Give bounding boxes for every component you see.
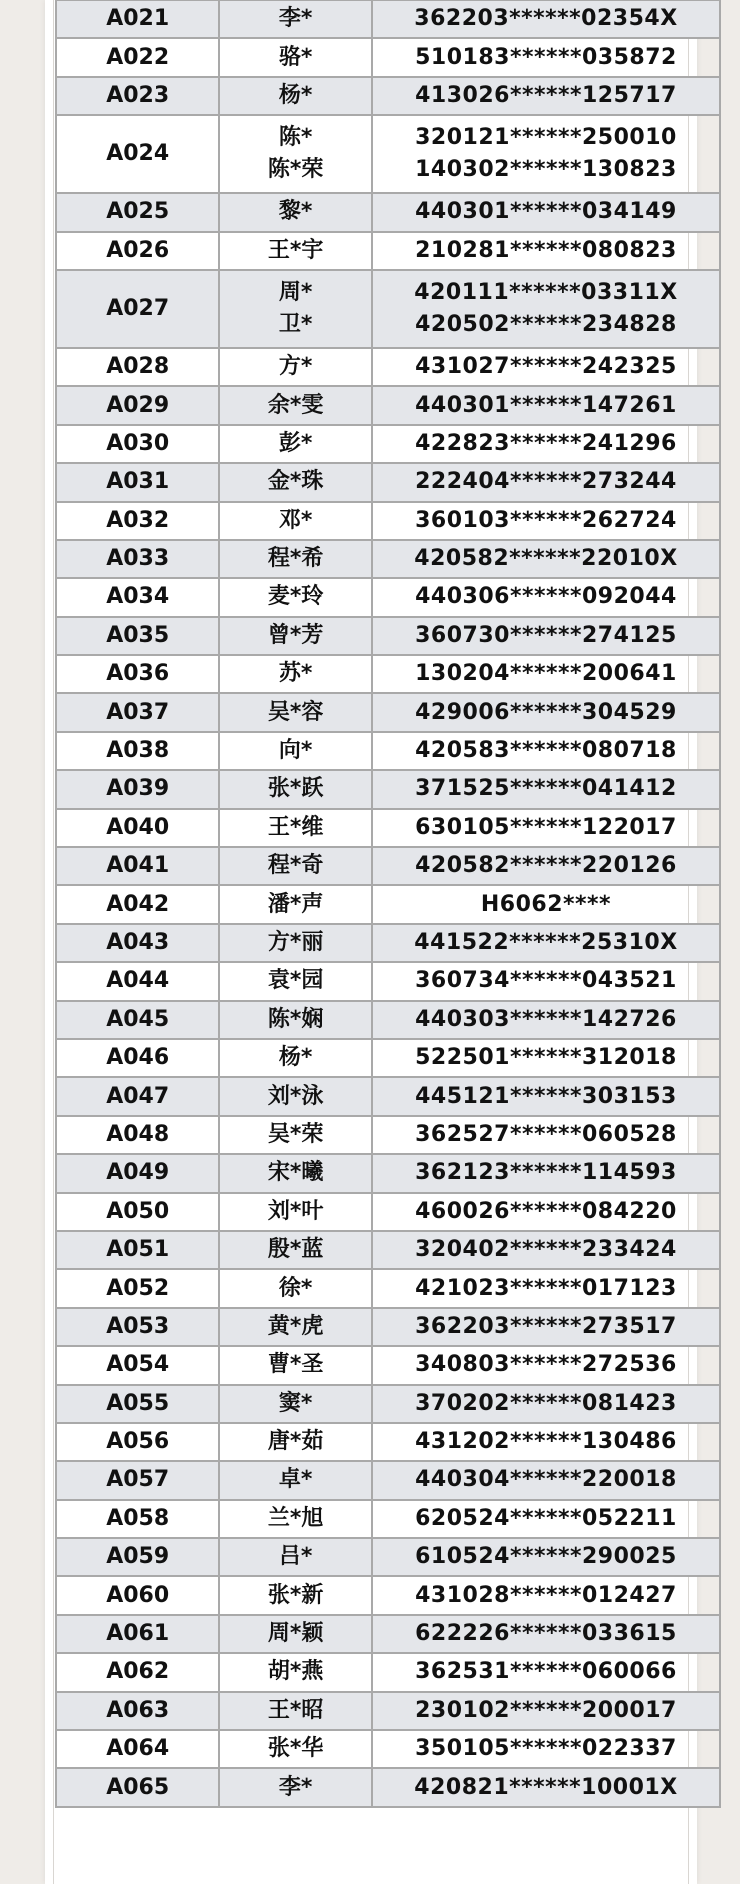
- name-cell: [219, 1385, 372, 1423]
- table-row: [56, 1653, 720, 1691]
- id-number-cell: [372, 962, 720, 1000]
- name-text: 陈*: [278, 125, 313, 151]
- name-cell: [219, 847, 372, 885]
- name-cell: [219, 1001, 372, 1039]
- table-row: [56, 1538, 720, 1576]
- name-cell: [219, 115, 372, 193]
- table-row: [56, 1116, 720, 1154]
- row-code-cell: A024: [56, 115, 219, 193]
- row-code-cell: A032: [56, 502, 219, 540]
- id-number-text: 420821******10001X: [414, 1774, 678, 1800]
- table-row: [56, 270, 720, 348]
- name-cell: [219, 1615, 372, 1653]
- id-number-text: 210281******080823: [415, 237, 677, 263]
- id-number-cell: [372, 193, 720, 231]
- id-number-text: 420582******22010X: [414, 546, 678, 572]
- id-number-cell: [372, 270, 720, 348]
- id-number-cell: [372, 1538, 720, 1576]
- id-number-cell: [372, 1269, 720, 1307]
- table-row: [56, 193, 720, 231]
- name-cell: [219, 193, 372, 231]
- name-cell: [219, 1269, 372, 1307]
- name-text: 殷*蓝: [267, 1237, 324, 1263]
- table-row: [56, 1423, 720, 1461]
- row-code-cell: A033: [56, 540, 219, 578]
- table-row: [56, 1193, 720, 1231]
- name-cell: [219, 924, 372, 962]
- row-code-cell: A054: [56, 1346, 219, 1384]
- name-cell: [219, 1231, 372, 1269]
- table-row: [56, 1308, 720, 1346]
- id-number-cell: [372, 1692, 720, 1730]
- row-code-cell: A025: [56, 193, 219, 231]
- name-cell: [219, 1692, 372, 1730]
- name-cell: [219, 348, 372, 386]
- row-code-cell: A064: [56, 1730, 219, 1768]
- row-code-cell: A044: [56, 962, 219, 1000]
- name-cell: [219, 1538, 372, 1576]
- name-cell: [219, 1193, 372, 1231]
- row-code-cell: A030: [56, 425, 219, 463]
- name-text: 黎*: [278, 199, 313, 225]
- id-number-cell: [372, 1231, 720, 1269]
- id-number-text: 360734******043521: [415, 968, 677, 994]
- id-number-cell: [372, 693, 720, 731]
- name-text: 周*: [278, 279, 313, 305]
- id-number-cell: [372, 655, 720, 693]
- id-number-text: 320121******250010: [415, 125, 677, 151]
- name-text: 金*珠: [267, 469, 324, 495]
- row-code-cell: A039: [56, 770, 219, 808]
- id-number-cell: [372, 885, 720, 923]
- id-number-cell: [372, 1730, 720, 1768]
- row-code-cell: A063: [56, 1692, 219, 1730]
- id-number-cell: [372, 1039, 720, 1077]
- id-number-text: 431202******130486: [415, 1429, 677, 1455]
- name-text: 麦*玲: [267, 584, 324, 610]
- row-code-cell: A057: [56, 1461, 219, 1499]
- id-number-cell: [372, 463, 720, 501]
- table-row: [56, 1692, 720, 1730]
- name-text: 向*: [278, 738, 313, 764]
- name-text: 窦*: [278, 1390, 313, 1416]
- id-number-text: 320402******233424: [415, 1237, 677, 1263]
- id-number-text: H6062****: [480, 891, 612, 917]
- row-code-cell: A060: [56, 1576, 219, 1614]
- row-code-cell: A034: [56, 578, 219, 616]
- row-code-cell: A062: [56, 1653, 219, 1691]
- id-number-text: 510183******035872: [415, 44, 677, 70]
- table-row: [56, 1269, 720, 1307]
- name-text: 曹*圣: [267, 1352, 324, 1378]
- table-row: [56, 386, 720, 424]
- table-row: [56, 1615, 720, 1653]
- name-cell: [219, 463, 372, 501]
- name-text: 曾*芳: [267, 622, 324, 648]
- id-number-text: 610524******290025: [415, 1544, 677, 1570]
- id-number-text: 429006******304529: [415, 699, 677, 725]
- id-number-cell: [372, 232, 720, 270]
- row-code-cell: A031: [56, 463, 219, 501]
- row-code-cell: A047: [56, 1077, 219, 1115]
- name-text: 程*奇: [267, 853, 324, 879]
- name-text: 刘*泳: [267, 1083, 324, 1109]
- table-row: [56, 463, 720, 501]
- row-code-cell: A042: [56, 885, 219, 923]
- name-cell: [219, 270, 372, 348]
- name-cell: [219, 1116, 372, 1154]
- name-text: 杨*: [278, 1045, 313, 1071]
- name-text: 苏*: [278, 661, 313, 687]
- id-number-text: 230102******200017: [415, 1697, 677, 1723]
- id-number-text: 222404******273244: [415, 469, 677, 495]
- table-row: [56, 655, 720, 693]
- name-text: 李*: [278, 1774, 313, 1800]
- table-row: [56, 1346, 720, 1384]
- table-row: [56, 732, 720, 770]
- row-code-cell: A040: [56, 809, 219, 847]
- id-number-cell: [372, 540, 720, 578]
- id-number-cell: [372, 1193, 720, 1231]
- name-cell: [219, 617, 372, 655]
- name-text: 方*丽: [267, 930, 324, 955]
- name-text: 唐*茹: [267, 1429, 324, 1455]
- id-number-cell: [372, 770, 720, 808]
- row-code-cell: A056: [56, 1423, 219, 1461]
- id-number-cell: [372, 0, 720, 38]
- row-code-cell: A028: [56, 348, 219, 386]
- name-cell: [219, 1346, 372, 1384]
- table-row: [56, 1576, 720, 1614]
- name-text: 方*: [278, 354, 313, 380]
- row-code-cell: A058: [56, 1500, 219, 1538]
- name-text: 余*雯: [267, 392, 324, 418]
- table-row: [56, 425, 720, 463]
- row-code-cell: A050: [56, 1193, 219, 1231]
- name-cell: [219, 425, 372, 463]
- row-code-cell: A065: [56, 1768, 219, 1806]
- id-number-cell: [372, 348, 720, 386]
- name-cell: [219, 732, 372, 770]
- row-code-cell: A052: [56, 1269, 219, 1307]
- name-text: 李*: [278, 6, 313, 32]
- name-cell: [219, 809, 372, 847]
- name-text: 吴*容: [267, 699, 324, 725]
- id-number-text: 421023******017123: [415, 1275, 677, 1301]
- row-code-cell: A045: [56, 1001, 219, 1039]
- id-number-text: 362531******060066: [415, 1659, 677, 1685]
- id-number-text: 350105******022337: [415, 1736, 677, 1762]
- row-code-cell: A026: [56, 232, 219, 270]
- row-code-cell: A041: [56, 847, 219, 885]
- name-text: 黄*虎: [267, 1313, 324, 1339]
- id-number-cell: [372, 77, 720, 115]
- id-number-text: 440301******147261: [415, 392, 677, 418]
- name-cell: [219, 386, 372, 424]
- id-number-cell: [372, 1423, 720, 1461]
- name-text: 兰*旭: [267, 1505, 324, 1531]
- table-row: [56, 1039, 720, 1077]
- name-cell: [219, 232, 372, 270]
- id-number-cell: [372, 38, 720, 76]
- name-text: 卓*: [278, 1467, 313, 1493]
- id-number-text: 620524******052211: [415, 1505, 677, 1531]
- name-cell: [219, 1039, 372, 1077]
- id-number-cell: [372, 924, 720, 962]
- row-code-cell: A022: [56, 38, 219, 76]
- table-row: [56, 77, 720, 115]
- id-number-cell: [372, 425, 720, 463]
- id-number-cell: [372, 732, 720, 770]
- id-number-text: 360730******274125: [415, 622, 677, 648]
- id-number-text: 422823******241296: [415, 430, 677, 456]
- id-number-text: 130204******200641: [415, 661, 677, 687]
- name-cell: [219, 1077, 372, 1115]
- row-code-cell: A023: [56, 77, 219, 115]
- name-text: 张*新: [267, 1582, 324, 1608]
- name-cell: [219, 1308, 372, 1346]
- id-number-text: 420582******220126: [415, 853, 677, 879]
- table-row: [56, 847, 720, 885]
- table-row: [56, 348, 720, 386]
- id-number-text: 440304******220018: [415, 1467, 677, 1493]
- table-row: [56, 38, 720, 76]
- id-number-text: 362203******02354X: [414, 6, 678, 32]
- table-row: [56, 1461, 720, 1499]
- name-cell: [219, 1768, 372, 1806]
- id-number-cell: [372, 115, 720, 193]
- name-text: 刘*叶: [267, 1198, 324, 1224]
- table-row: [56, 578, 720, 616]
- name-cell: [219, 885, 372, 923]
- name-text: 卫*: [278, 311, 313, 337]
- id-number-cell: [372, 1154, 720, 1192]
- row-code-cell: A027: [56, 270, 219, 348]
- table-row: [56, 502, 720, 540]
- id-number-cell: [372, 1500, 720, 1538]
- id-number-text: 371525******041412: [415, 776, 677, 802]
- name-text: 宋*曦: [267, 1160, 324, 1186]
- id-number-cell: [372, 1077, 720, 1115]
- name-cell: [219, 502, 372, 540]
- id-number-text: 445121******303153: [415, 1083, 677, 1109]
- name-text: 彭*: [278, 430, 313, 456]
- table-row: [56, 962, 720, 1000]
- id-number-text: 362203******273517: [415, 1313, 677, 1339]
- table-row: [56, 540, 720, 578]
- row-code-cell: A046: [56, 1039, 219, 1077]
- row-code-cell: A021: [56, 0, 219, 38]
- id-number-cell: [372, 1346, 720, 1384]
- id-number-text: 630105******122017: [415, 814, 677, 840]
- table-row: [56, 693, 720, 731]
- id-number-cell: [372, 1653, 720, 1691]
- table-row: [56, 1077, 720, 1115]
- table-row: [56, 617, 720, 655]
- id-number-cell: [372, 617, 720, 655]
- name-text: 王*宇: [267, 237, 324, 263]
- row-code-cell: A036: [56, 655, 219, 693]
- name-text: 吴*荣: [267, 1121, 324, 1147]
- name-text: 骆*: [278, 44, 313, 70]
- id-number-cell: [372, 1768, 720, 1806]
- name-text: 潘*声: [267, 891, 324, 917]
- id-number-cell: [372, 847, 720, 885]
- id-number-cell: [372, 809, 720, 847]
- winners-table: [55, 0, 721, 1808]
- name-text: 王*维: [267, 814, 324, 840]
- name-text: 周*颖: [267, 1621, 324, 1647]
- row-code-cell: A037: [56, 693, 219, 731]
- name-text: 张*华: [267, 1736, 324, 1762]
- row-code-cell: A049: [56, 1154, 219, 1192]
- row-code-cell: A061: [56, 1615, 219, 1653]
- name-cell: [219, 1461, 372, 1499]
- id-number-cell: [372, 1001, 720, 1039]
- name-cell: [219, 1653, 372, 1691]
- id-number-cell: [372, 1615, 720, 1653]
- id-number-text: 431028******012427: [415, 1582, 677, 1608]
- id-number-cell: [372, 1385, 720, 1423]
- table-row: [56, 809, 720, 847]
- row-code-cell: A059: [56, 1538, 219, 1576]
- table-row: [56, 232, 720, 270]
- name-cell: [219, 962, 372, 1000]
- id-number-text: 413026******125717: [415, 82, 677, 108]
- name-cell: [219, 693, 372, 731]
- id-number-cell: [372, 1116, 720, 1154]
- name-text: 邓*: [278, 507, 313, 533]
- id-number-text: 522501******312018: [415, 1045, 677, 1071]
- id-number-text: 440303******142726: [415, 1006, 677, 1032]
- id-number-cell: [372, 386, 720, 424]
- id-number-cell: [372, 502, 720, 540]
- name-cell: [219, 1154, 372, 1192]
- table-row: [56, 885, 720, 923]
- id-number-text: 370202******081423: [415, 1390, 677, 1416]
- name-text: 吕*: [278, 1544, 313, 1570]
- table-row: [56, 1500, 720, 1538]
- name-text: 程*希: [267, 546, 324, 572]
- id-number-cell: [372, 1308, 720, 1346]
- row-code-cell: A038: [56, 732, 219, 770]
- row-code-cell: A048: [56, 1116, 219, 1154]
- table-row: [56, 1385, 720, 1423]
- table-row: [56, 1231, 720, 1269]
- name-cell: [219, 578, 372, 616]
- name-cell: [219, 1576, 372, 1614]
- table-row: [56, 1154, 720, 1192]
- id-number-text: 362527******060528: [415, 1121, 677, 1147]
- id-number-text: 441522******25310X: [414, 930, 678, 955]
- table-row: [56, 924, 720, 962]
- id-number-text: 460026******084220: [415, 1198, 677, 1224]
- name-text: 陈*荣: [267, 157, 324, 183]
- table-row: [56, 1001, 720, 1039]
- row-code-cell: A029: [56, 386, 219, 424]
- name-text: 王*昭: [267, 1697, 324, 1723]
- id-number-cell: [372, 1461, 720, 1499]
- name-cell: [219, 1730, 372, 1768]
- name-text: 张*跃: [267, 776, 324, 802]
- id-number-text: 420502******234828: [415, 311, 677, 337]
- name-text: 陈*娴: [267, 1006, 324, 1032]
- name-text: 袁*园: [267, 968, 324, 994]
- document-page: [45, 0, 697, 1884]
- id-number-text: 420111******03311X: [414, 279, 678, 305]
- id-number-text: 362123******114593: [415, 1160, 677, 1186]
- name-cell: [219, 0, 372, 38]
- id-number-text: 360103******262724: [415, 507, 677, 533]
- name-cell: [219, 655, 372, 693]
- id-number-cell: [372, 578, 720, 616]
- table-row: [56, 1730, 720, 1768]
- table-row: [56, 770, 720, 808]
- name-cell: [219, 77, 372, 115]
- row-code-cell: A043: [56, 924, 219, 962]
- id-number-text: 431027******242325: [415, 354, 677, 380]
- table-row: [56, 0, 720, 38]
- row-code-cell: A053: [56, 1308, 219, 1346]
- id-number-text: 420583******080718: [415, 738, 677, 764]
- page-border-left: [53, 0, 54, 1884]
- row-code-cell: A035: [56, 617, 219, 655]
- name-cell: [219, 1423, 372, 1461]
- row-code-cell: A055: [56, 1385, 219, 1423]
- row-code-cell: A051: [56, 1231, 219, 1269]
- id-number-text: 440306******092044: [415, 584, 677, 610]
- name-cell: [219, 38, 372, 76]
- table-row: [56, 1768, 720, 1806]
- id-number-text: 440301******034149: [415, 199, 677, 225]
- name-cell: [219, 1500, 372, 1538]
- name-text: 胡*燕: [267, 1659, 324, 1685]
- table-body: [56, 0, 720, 1807]
- id-number-text: 140302******130823: [415, 157, 677, 183]
- id-number-text: 622226******033615: [415, 1621, 677, 1647]
- name-text: 徐*: [278, 1275, 313, 1301]
- name-cell: [219, 540, 372, 578]
- table-row: [56, 115, 720, 193]
- id-number-text: 340803******272536: [415, 1352, 677, 1378]
- name-cell: [219, 770, 372, 808]
- name-text: 杨*: [278, 82, 313, 108]
- id-number-cell: [372, 1576, 720, 1614]
